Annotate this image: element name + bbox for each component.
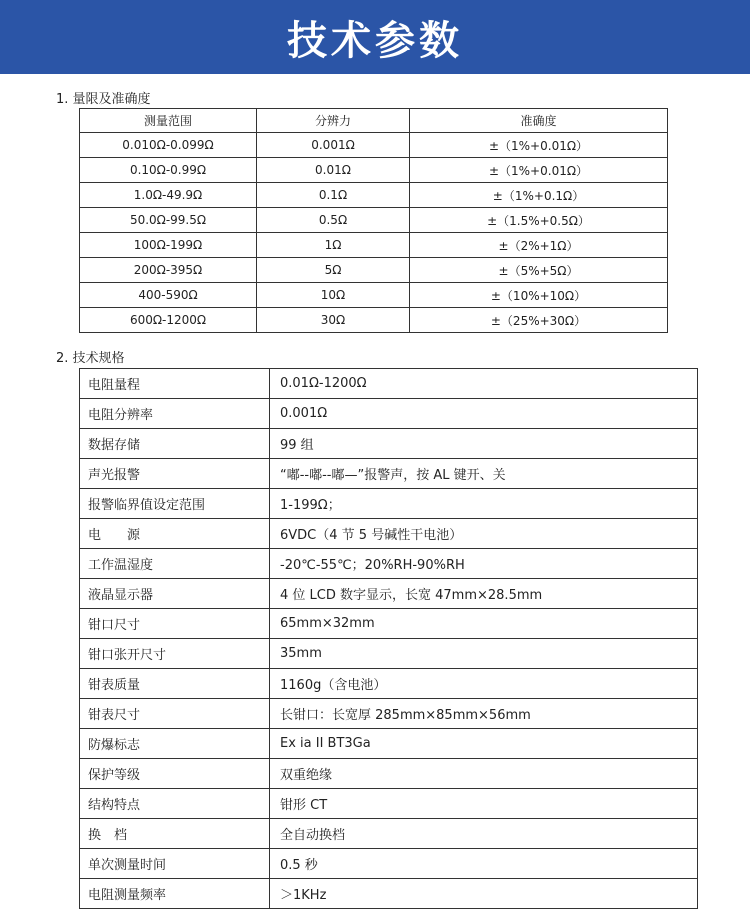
section-title-range-accuracy: 1. 量限及准确度 [56,92,151,107]
accuracy-cell: ±（10%+10Ω） [410,283,668,308]
spec-value-cell: 0.5 秒 [270,849,698,879]
spec-name-cell: 防爆标志 [80,729,270,759]
spec-value-cell: 1-199Ω； [270,489,698,519]
spec-value-cell: 全自动换档 [270,819,698,849]
accuracy-cell: ±（25%+30Ω） [410,308,668,333]
range-cell: 0.10Ω-0.99Ω [80,158,257,183]
section-title-specifications: 2. 技术规格 [56,351,125,366]
table-row [80,609,698,639]
spec-value-cell: -20℃-55℃；20%RH-90%RH [270,549,698,579]
page-title: 技术参数 [287,17,463,64]
table-row [80,489,698,519]
table-row [80,158,668,183]
resolution-cell: 10Ω [257,283,410,308]
table-row [80,699,698,729]
spec-name-cell: 钳口张开尺寸 [80,639,270,669]
spec-name-cell: 工作温湿度 [80,549,270,579]
table-row [80,639,698,669]
table-row [80,308,668,333]
spec-value-cell: 6VDC（4 节 5 号碱性干电池） [270,519,698,549]
spec-value-cell: “嘟--嘟--嘟—”报警声，按 AL 键开、关 [270,459,698,489]
resolution-cell: 5Ω [257,258,410,283]
accuracy-cell: ±（1%+0.01Ω） [410,158,668,183]
table-row [80,429,698,459]
resolution-cell: 30Ω [257,308,410,333]
spec-name-cell: 报警临界值设定范围 [80,489,270,519]
column-header-range: 测量范围 [80,109,257,133]
spec-value-cell: 0.001Ω [270,399,698,429]
table-row [80,789,698,819]
spec-name-cell: 换 档 [80,819,270,849]
range-cell: 200Ω-395Ω [80,258,257,283]
spec-value-cell: Ex ia II BT3Ga [270,729,698,759]
spec-name-cell: 电阻测量频率 [80,879,270,909]
spec-name-cell: 结构特点 [80,789,270,819]
spec-value-cell: 99 组 [270,429,698,459]
accuracy-cell: ±（5%+5Ω） [410,258,668,283]
table-row [80,233,668,258]
spec-value-cell: 长钳口：长宽厚 285mm×85mm×56mm [270,699,698,729]
table-row [80,849,698,879]
table-row [80,183,668,208]
spec-value-cell: 65mm×32mm [270,609,698,639]
table-row [80,283,668,308]
table-row [80,519,698,549]
title-banner [0,0,750,74]
table-row [80,879,698,909]
specifications-table [79,368,698,909]
accuracy-cell: ±（1%+0.01Ω） [410,133,668,158]
table-row [80,208,668,233]
spec-name-cell: 钳表质量 [80,669,270,699]
range-cell: 0.010Ω-0.099Ω [80,133,257,158]
spec-name-cell: 声光报警 [80,459,270,489]
spec-name-cell: 电阻分辨率 [80,399,270,429]
accuracy-cell: ±（1.5%+0.5Ω） [410,208,668,233]
range-cell: 50.0Ω-99.5Ω [80,208,257,233]
range-cell: 400-590Ω [80,283,257,308]
column-header-resolution: 分辨力 [257,109,410,133]
resolution-cell: 0.01Ω [257,158,410,183]
column-header-accuracy: 准确度 [410,109,668,133]
table-row [80,759,698,789]
spec-value-cell: 4 位 LCD 数字显示，长宽 47mm×28.5mm [270,579,698,609]
spec-name-cell: 液晶显示器 [80,579,270,609]
table-row [80,399,698,429]
spec-value-cell: 双重绝缘 [270,759,698,789]
range-cell: 1.0Ω-49.9Ω [80,183,257,208]
spec-value-cell: 钳形 CT [270,789,698,819]
accuracy-cell: ±（2%+1Ω） [410,233,668,258]
spec-value-cell: ＞1KHz [270,879,698,909]
table-row [80,579,698,609]
table-row [80,369,698,399]
spec-value-cell: 0.01Ω-1200Ω [270,369,698,399]
spec-name-cell: 电 源 [80,519,270,549]
resolution-cell: 1Ω [257,233,410,258]
resolution-cell: 0.001Ω [257,133,410,158]
table-header-row [80,109,668,133]
spec-name-cell: 钳表尺寸 [80,699,270,729]
table-row [80,258,668,283]
table-row [80,819,698,849]
spec-name-cell: 电阻量程 [80,369,270,399]
accuracy-cell: ±（1%+0.1Ω） [410,183,668,208]
spec-name-cell: 单次测量时间 [80,849,270,879]
spec-name-cell: 数据存储 [80,429,270,459]
table-row [80,729,698,759]
spec-value-cell: 35mm [270,639,698,669]
range-cell: 100Ω-199Ω [80,233,257,258]
spec-name-cell: 保护等级 [80,759,270,789]
resolution-cell: 0.1Ω [257,183,410,208]
range-accuracy-table [79,108,668,333]
table-row [80,459,698,489]
resolution-cell: 0.5Ω [257,208,410,233]
table-row [80,133,668,158]
spec-value-cell: 1160g（含电池） [270,669,698,699]
range-cell: 600Ω-1200Ω [80,308,257,333]
spec-name-cell: 钳口尺寸 [80,609,270,639]
table-row [80,549,698,579]
table-row [80,669,698,699]
